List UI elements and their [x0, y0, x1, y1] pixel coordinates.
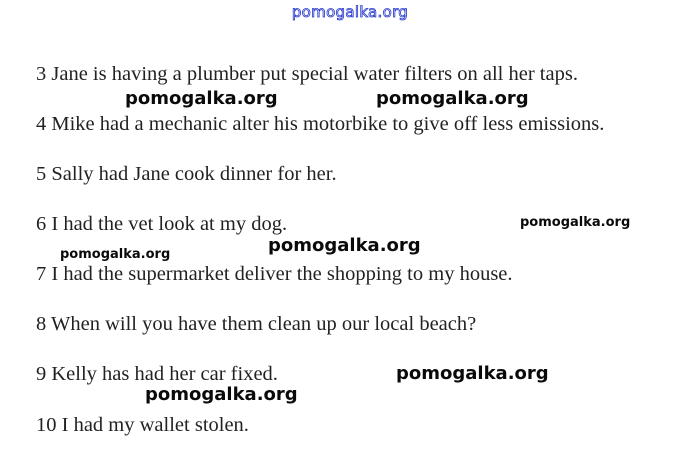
watermark: pomogalka.org	[60, 247, 171, 262]
sentence-10: 10 I had my wallet stolen.	[36, 414, 249, 436]
watermark: pomogalka.org	[268, 235, 421, 256]
watermark: pomogalka.org	[125, 88, 278, 109]
watermark: pomogalka.org	[376, 88, 529, 109]
sentence-4: 4 Mike had a mechanic alter his motorbike to give off less emissions.	[36, 113, 605, 135]
sentence-7: 7 I had the supermarket deliver the shopping to my house.	[36, 263, 513, 285]
watermark: pomogalka.org	[145, 384, 298, 405]
sentence-8: 8 When will you have them clean up our local beach?	[36, 313, 477, 335]
sentence-6: 6 I had the vet look at my dog.	[36, 213, 288, 235]
sentence-3: 3 Jane is having a plumber put special water filters on all her taps.	[36, 63, 578, 85]
header-watermark: pomogalka.org	[291, 3, 409, 21]
sentence-5: 5 Sally had Jane cook dinner for her.	[36, 163, 337, 185]
watermark: pomogalka.org	[520, 215, 631, 230]
watermark: pomogalka.org	[396, 363, 549, 384]
sentence-9: 9 Kelly has had her car fixed.	[36, 363, 278, 385]
